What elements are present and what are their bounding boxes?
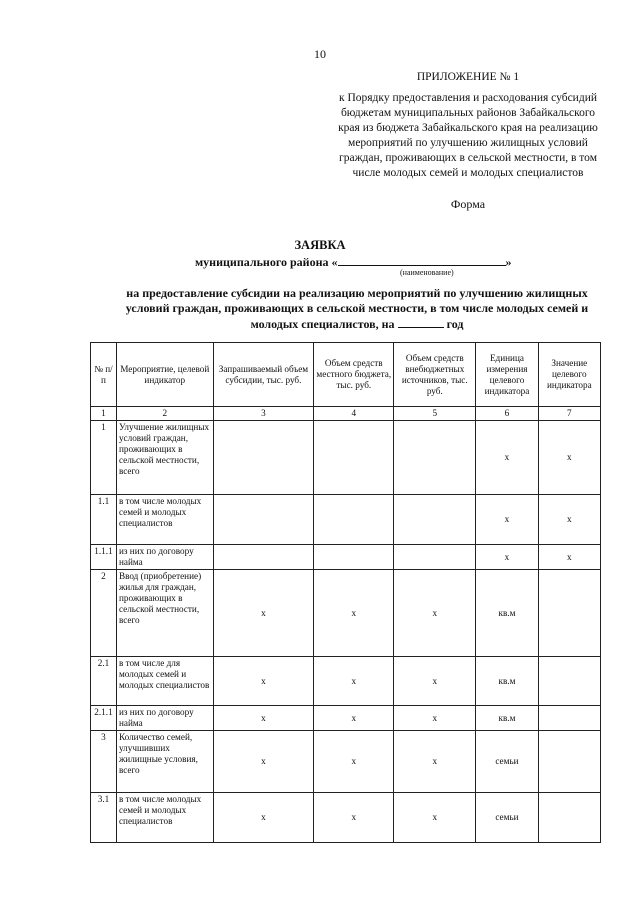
table-row bbox=[91, 545, 601, 570]
table-row bbox=[91, 706, 601, 731]
appendix-block bbox=[318, 70, 618, 181]
appendix-line: бюджетам муниципальных районов Забайкальского bbox=[340, 107, 596, 119]
value-cell[interactable] bbox=[538, 731, 600, 793]
unit-cell: х bbox=[476, 545, 538, 570]
table-row bbox=[91, 731, 601, 793]
purpose-line: условий граждан, проживающих в сельской местности, в том числе молодых семей и bbox=[125, 301, 589, 315]
local-budget-cell[interactable]: х bbox=[314, 570, 394, 657]
unit-cell: кв.м bbox=[476, 706, 538, 731]
extrabudget-cell[interactable]: х bbox=[394, 793, 476, 843]
value-cell[interactable] bbox=[538, 793, 600, 843]
table-row bbox=[91, 793, 601, 843]
row-number: 1.1.1 bbox=[91, 545, 117, 570]
appendix-title: ПРИЛОЖЕНИЕ № 1 bbox=[416, 71, 520, 83]
header-cell: Значение целевого индикатора bbox=[538, 343, 600, 407]
column-number: 3 bbox=[213, 407, 314, 421]
local-budget-cell[interactable]: х bbox=[314, 706, 394, 731]
column-number: 7 bbox=[538, 407, 600, 421]
extrabudget-cell[interactable]: х bbox=[394, 657, 476, 706]
appendix-line: граждан, проживающих в сельской местности, в том bbox=[339, 152, 597, 164]
value-cell[interactable]: х bbox=[538, 495, 600, 545]
header-cell: Мероприятие, целевой индикатор bbox=[116, 343, 213, 407]
row-label: в том числе молодых семей и молодых специалистов bbox=[116, 495, 213, 545]
row-label: Количество семей, улучшивших жилищные условия, всего bbox=[116, 731, 213, 793]
subsidy-cell[interactable] bbox=[213, 421, 314, 495]
form-label: Форма bbox=[450, 197, 486, 211]
unit-cell: х bbox=[476, 421, 538, 495]
appendix-line: мероприятий по улучшению жилищных условий bbox=[348, 137, 588, 149]
subsidy-cell[interactable] bbox=[213, 495, 314, 545]
unit-cell: кв.м bbox=[476, 570, 538, 657]
header-row bbox=[91, 343, 601, 407]
local-budget-cell[interactable] bbox=[314, 421, 394, 495]
value-cell[interactable] bbox=[538, 570, 600, 657]
column-number: 6 bbox=[476, 407, 538, 421]
subsidy-cell[interactable]: х bbox=[213, 793, 314, 843]
purpose-line: на предоставление субсидии на реализацию мероприятий по улучшению жилищных bbox=[126, 286, 588, 300]
header-cell: Объем средств внебюджетных источников, тыс. руб. bbox=[394, 343, 476, 407]
extrabudget-cell[interactable] bbox=[394, 545, 476, 570]
row-label: в том числе молодых семей и молодых специалистов bbox=[116, 793, 213, 843]
appendix-line: к Порядку предоставления и расходования субсидий bbox=[338, 92, 597, 104]
value-cell[interactable] bbox=[538, 706, 600, 731]
table-row bbox=[91, 657, 601, 706]
unit-cell: х bbox=[476, 495, 538, 545]
raion-prefix: муниципального района « bbox=[195, 255, 338, 269]
row-label: Ввод (приобретение) жилья для граждан, проживающих в сельской местности, всего bbox=[116, 570, 213, 657]
extrabudget-cell[interactable]: х bbox=[394, 706, 476, 731]
row-number: 1 bbox=[91, 421, 117, 495]
subsidy-cell[interactable]: х bbox=[213, 731, 314, 793]
local-budget-cell[interactable] bbox=[314, 545, 394, 570]
subsidy-cell[interactable]: х bbox=[213, 706, 314, 731]
row-label: из них по договору найма bbox=[116, 706, 213, 731]
header-cell: Объем средств местного бюджета, тыс. руб. bbox=[314, 343, 394, 407]
value-cell[interactable]: х bbox=[538, 421, 600, 495]
header-cell: Запрашиваемый объем субсидии, тыс. руб. bbox=[213, 343, 314, 407]
raion-name-blank[interactable] bbox=[338, 254, 506, 266]
purpose-last-prefix: молодых специалистов, на bbox=[250, 317, 395, 331]
appendix-line: числе молодых семей и молодых специалистов bbox=[352, 167, 584, 179]
purpose-last-suffix: год bbox=[446, 317, 464, 331]
row-number: 2 bbox=[91, 570, 117, 657]
column-number: 1 bbox=[91, 407, 117, 421]
column-number: 2 bbox=[116, 407, 213, 421]
header-cell: Единица измерения целевого индикатора bbox=[476, 343, 538, 407]
column-number: 5 bbox=[394, 407, 476, 421]
local-budget-cell[interactable]: х bbox=[314, 731, 394, 793]
row-label: в том числе для молодых семей и молодых специалистов bbox=[116, 657, 213, 706]
local-budget-cell[interactable]: х bbox=[314, 793, 394, 843]
request-table bbox=[90, 342, 601, 843]
header-cell: № п/п bbox=[91, 343, 117, 407]
value-cell[interactable]: х bbox=[538, 545, 600, 570]
row-number: 2.1 bbox=[91, 657, 117, 706]
page-number: 10 bbox=[314, 47, 326, 61]
subsidy-cell[interactable]: х bbox=[213, 657, 314, 706]
subsidy-cell[interactable] bbox=[213, 545, 314, 570]
raion-suffix: » bbox=[505, 255, 512, 269]
raion-line bbox=[195, 254, 512, 270]
extrabudget-cell[interactable] bbox=[394, 421, 476, 495]
row-label: Улучшение жилищных условий граждан, проживающих в сельской местности, всего bbox=[116, 421, 213, 495]
value-cell[interactable] bbox=[538, 657, 600, 706]
column-number: 4 bbox=[314, 407, 394, 421]
appendix-line: края из бюджета Забайкальского края на реализацию bbox=[338, 122, 598, 134]
name-caption: (наименование) bbox=[400, 268, 454, 277]
unit-cell: кв.м bbox=[476, 657, 538, 706]
table-row bbox=[91, 570, 601, 657]
purpose-block bbox=[112, 286, 602, 332]
unit-cell: семьи bbox=[476, 793, 538, 843]
row-number: 2.1.1 bbox=[91, 706, 117, 731]
purpose-line-last bbox=[112, 316, 602, 332]
subsidy-cell[interactable]: х bbox=[213, 570, 314, 657]
row-number: 3 bbox=[91, 731, 117, 793]
column-number-row bbox=[91, 407, 601, 421]
local-budget-cell[interactable]: х bbox=[314, 657, 394, 706]
year-blank[interactable] bbox=[398, 316, 444, 328]
row-number: 1.1 bbox=[91, 495, 117, 545]
extrabudget-cell[interactable]: х bbox=[394, 731, 476, 793]
extrabudget-cell[interactable]: х bbox=[394, 570, 476, 657]
table-row bbox=[91, 495, 601, 545]
table-row bbox=[91, 421, 601, 495]
local-budget-cell[interactable] bbox=[314, 495, 394, 545]
extrabudget-cell[interactable] bbox=[394, 495, 476, 545]
request-title: ЗАЯВКА bbox=[294, 238, 346, 252]
row-label: из них по договору найма bbox=[116, 545, 213, 570]
row-number: 3.1 bbox=[91, 793, 117, 843]
unit-cell: семьи bbox=[476, 731, 538, 793]
